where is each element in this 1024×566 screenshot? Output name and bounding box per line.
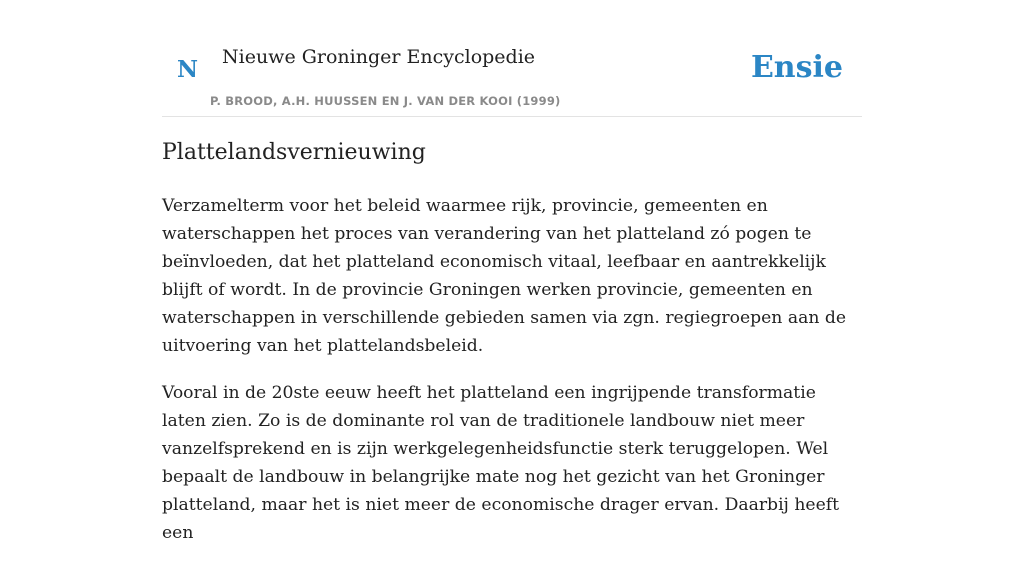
article-paragraph: Verzamelterm voor het beleid waarmee rijk, provincie, gemeenten en waterschappen het proces van verandering van het platteland zó pogen te beïnvloeden, dat het platteland economisch vitaal, leefbaar en aantrekkelijk blijft of wordt. In de provincie Groningen werken provincie, gemeenten en waterschappen in verschillende gebieden samen via zgn. regiegroepen aan de uitvoering van het plattelandsbeleid.	[162, 196, 847, 356]
article-title: Plattelandsvernieuwing	[162, 140, 426, 165]
book-authors: P. BROOD, A.H. HUUSSEN EN J. VAN DER KOOI (1999)	[210, 94, 561, 108]
article-body	[162, 192, 862, 566]
ensie-logo[interactable]: Ensie	[750, 50, 843, 85]
header	[162, 0, 862, 117]
article-paragraph: Vooral in de 20ste eeuw heeft het platteland een ingrijpende transformatie laten zien. Zo is de dominante rol van de traditionele landbouw niet meer vanzelfsprekend en is zijn werkgelegenheidsfunctie sterk teruggelopen. Wel bepaalt de landbouw in belangrijke mate nog het gezicht van het Groninger platteland, maar het is niet meer de economische drager ervan. Daarbij heeft een	[162, 383, 840, 543]
book-logo-mark[interactable]: N	[177, 56, 199, 83]
book-title-link[interactable]: Nieuwe Groninger Encyclopedie	[222, 46, 536, 68]
